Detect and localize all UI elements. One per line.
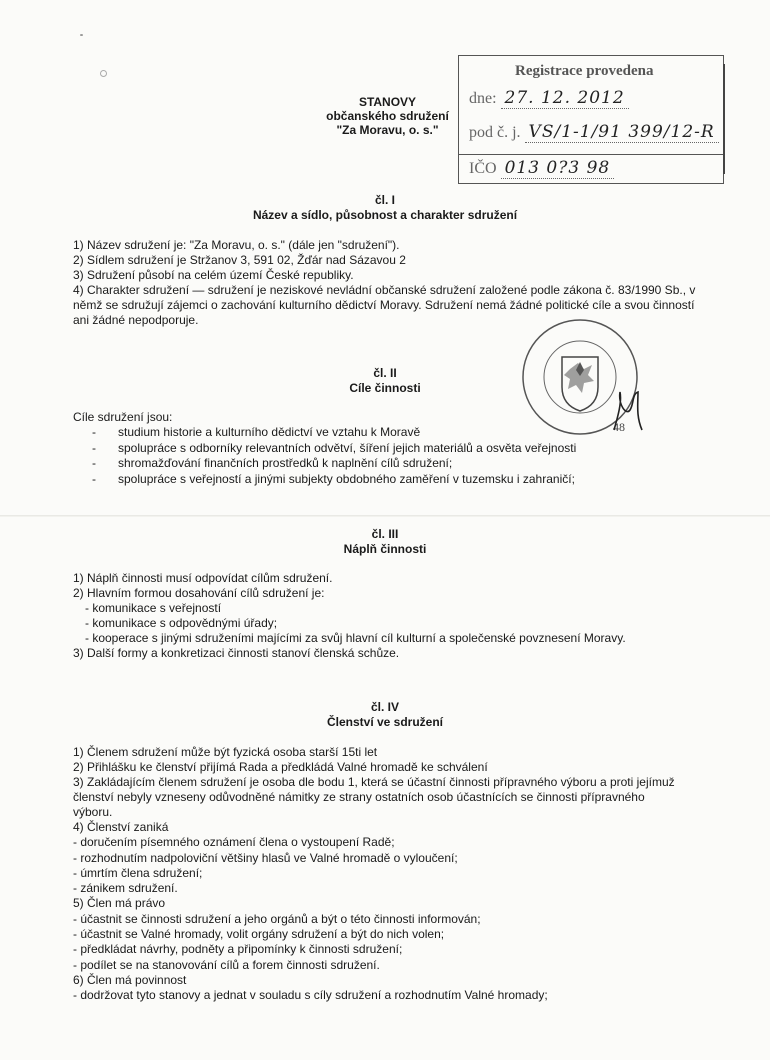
list-item: - podílet se na stanovování cílů a forem činnosti sdružení. <box>73 957 380 972</box>
section1-item-2: 2) Sídlem sdružení je Stržanov 3, 591 02, Žďár nad Sázavou 2 <box>73 253 406 267</box>
section1-item-4: 4) Charakter sdružení — sdružení je neziskové nevládní občanské sdružení založené podle zákona č. 83/1990 Sb., v němž se sdružují zájemci o zachování kulturního dědictví Moravy. Sdružení nemá žádné politické cíle a svou činností ani žádné nepodporuje. <box>73 283 696 328</box>
title-line-2: občanského sdružení <box>326 109 449 123</box>
registration-date-row <box>469 88 629 108</box>
section3-item-2: 2) Hlavním formou dosahování cílů sdružení je: <box>73 586 325 600</box>
registration-ico-label: IČO <box>469 160 497 177</box>
section-heading-1 <box>190 193 580 223</box>
section-number: čl. II <box>373 366 397 380</box>
section-heading-3 <box>190 527 580 557</box>
section4-item-4: 4) Členství zaniká <box>73 820 169 834</box>
registration-date-label: dne: <box>469 90 497 107</box>
stamp-edge-bar <box>723 64 725 174</box>
list-item: - studium historie a kulturního dědictví ve vztahu k Moravě <box>92 425 576 441</box>
registration-ref-value: VS/1-1/91 399/12-R <box>525 122 719 143</box>
section-title: Členství ve sdružení <box>326 715 444 729</box>
list-item: - dodržovat tyto stanovy a jednat v souladu s cíly sdružení a rozhodnutím Valné hromady; <box>73 988 548 1003</box>
list-item: - předkládat návrhy, podněty a připomínky k činnosti sdružení; <box>73 942 403 957</box>
section4-item-6: 6) Člen má povinnost <box>73 972 187 987</box>
section-number: čl. I <box>374 193 395 207</box>
signature-icon <box>608 386 648 436</box>
section4-item-3: 3) Zakládajícím členem sdružení je osoba dle bodu 1, která se účastní činnosti přípravného výboru a proti jejímuž členství nebyly vzneseny odůvodněné námitky ze strany ostatních osob účastnících se činnosti přípravného výboru. <box>73 775 675 820</box>
list-item: - shromažďování finančních prostředků k naplnění cílů sdružení; <box>92 456 576 472</box>
list-item: - komunikace s odpovědnými úřady; <box>85 616 278 630</box>
section-title: Název a sídlo, působnost a charakter sdružení <box>252 208 518 222</box>
scan-speck <box>80 34 83 36</box>
section-number: čl. IV <box>370 700 399 714</box>
list-item: - kooperace s jinými sdruženími majícími za svůj hlavní cíl kulturní a společenské povznesení Moravy. <box>85 631 626 645</box>
registration-stamp <box>458 55 724 184</box>
section1-item-1: 1) Název sdružení je: "Za Moravu, o. s." (dále jen "sdružení"). <box>73 238 400 252</box>
scan-speck <box>100 70 107 77</box>
section4-item-1: 1) Členem sdružení může být fyzická osoba starší 15ti let <box>73 745 378 759</box>
list-item: - rozhodnutím nadpoloviční většiny hlasů ve Valné hromadě o vyloučení; <box>73 850 458 865</box>
registration-ref-label: pod č. j. <box>469 124 521 141</box>
list-item: - účastnit se Valné hromady, volit orgány sdružení a být do nich volen; <box>73 927 445 942</box>
list-item: - spolupráce s odborníky relevantních odvětví, šíření jejich materiálů a osvěta veřejnosti <box>92 441 576 457</box>
section3-item-3: 3) Další formy a konkretizaci činnosti stanoví členská schůze. <box>73 646 400 660</box>
seal-number: 48 <box>613 420 625 434</box>
section-heading-4 <box>190 700 580 730</box>
section3-item-1: 1) Náplň činnosti musí odpovídat cílům sdružení. <box>73 571 333 585</box>
section1-item-3: 3) Sdružení působí na celém území České republiky. <box>73 268 354 282</box>
paper-fold <box>0 515 770 517</box>
list-item: - spolupráce s veřejností a jinými subjekty obdobného zaměření v tuzemsku i zahraničí; <box>92 472 576 488</box>
section4-item-5: 5) Člen má právo <box>73 896 166 911</box>
list-item: - zánikem sdružení. <box>73 881 178 896</box>
registration-date-value: 27. 12. 2012 <box>501 88 629 109</box>
section-number: čl. III <box>371 527 399 541</box>
list-item: - úmrtím člena sdružení; <box>73 865 203 880</box>
registration-header: Registrace provedena <box>515 63 654 79</box>
section-title: Cíle činnosti <box>349 381 421 395</box>
list-item: - účastnit se činnosti sdružení a jeho orgánů a být o této činnosti informován; <box>73 911 481 926</box>
list-item: - doručením písemného oznámení člena o vystoupení Radě; <box>73 835 395 850</box>
title-line-3: "Za Moravu, o. s." <box>336 123 439 137</box>
section2-intro: Cíle sdružení jsou: <box>73 410 173 424</box>
section-title: Náplň činnosti <box>343 542 427 556</box>
section3-sublist <box>73 601 626 646</box>
section4-list <box>73 820 548 1004</box>
document-title <box>320 95 455 137</box>
section4-item-2: 2) Přihlášku ke členství přijímá Rada a předkládá Valné hromadě ke schválení <box>73 760 488 774</box>
registration-ico-value: 013 0?3 98 <box>501 158 615 179</box>
title-line-1: STANOVY <box>358 95 417 109</box>
section2-goals-list <box>92 425 576 487</box>
registration-ico-row <box>459 154 723 178</box>
registration-ref-row <box>469 122 719 142</box>
list-item: - komunikace s veřejností <box>85 601 222 615</box>
